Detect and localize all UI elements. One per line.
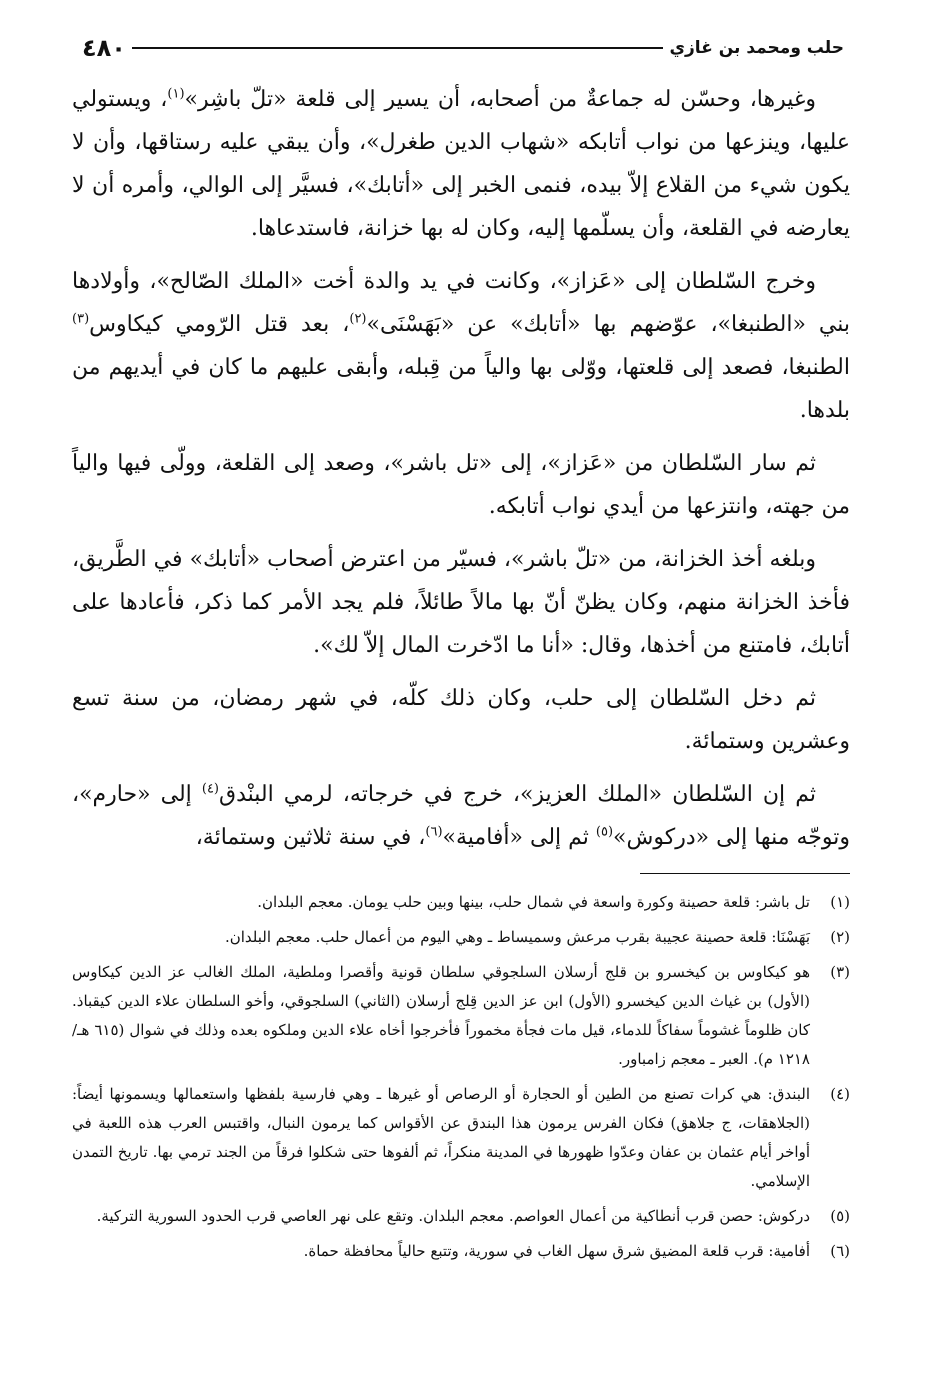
footnote-6 xyxy=(72,1237,850,1266)
footnote-number: (٢) xyxy=(830,928,850,946)
footnote-2 xyxy=(72,923,850,952)
footnote-number: (٥) xyxy=(830,1207,850,1225)
footnote-text: أفامية: قرب قلعة المضيق شرق سهل الغاب في سورية، وتتبع حالياً محافظة حماة. xyxy=(303,1242,810,1260)
footnote-number: (٦) xyxy=(830,1242,850,1260)
footnote-ref-1: (١) xyxy=(167,86,185,102)
paragraph-5 xyxy=(72,677,850,763)
paragraph-6 xyxy=(72,773,850,859)
footnote-5 xyxy=(72,1202,850,1231)
footnote-ref-5: (٥) xyxy=(595,824,614,840)
paragraph-text: ثم إلى «أفامية» xyxy=(442,825,596,850)
footnote-text: بَهَسْنَا: قلعة حصينة عجيبة بقرب مرعش وسميساط ـ وهي اليوم من أعمال حلب. معجم البلدان. xyxy=(224,928,810,946)
paragraph-text: ثم دخل السّلطان إلى حلب، وكان ذلك كلّه، في شهر رمضان، من سنة تسع وعشرين وستمائة. xyxy=(72,686,850,754)
paragraph-text: ، بعد قتل الرّومي كيكاوس xyxy=(89,312,350,337)
footnote-ref-4: (٤) xyxy=(201,781,219,797)
paragraph-text: ثم سار السّلطان من «عَزاز»، إلى «تل باشر»، وصعد إلى القلعة، وولّى فيها والياً من جهته، وانتزعها من أيدي نواب أتابكه. xyxy=(72,451,850,519)
footnote-3 xyxy=(72,958,850,1074)
footnote-text: البندق: هي كرات تصنع من الطين أو الحجارة أو الرصاص أو غيرها ـ وهي فارسية بلفظها واستعمالها ويسمونها أيضاً: (الجلاهقات، ج جلاهق) فكان الفرس يرمون هذا البندق عن الأقواس كما يرمون النبال، واقتبس العرب هذه اللعبة في أواخر أيام عثمان بن عفان وعدّوا ظهورها في المدينة منكراً، ثم ألفوها حتى شكلوا فرقاً من الجند ترمي بها. تاريخ التمدن الإسلامي. xyxy=(72,1085,810,1190)
footnote-text: دركوش: حصن قرب أنطاكية من أعمال العواصم. معجم البلدان. وتقع على نهر العاصي قرب الحدود السورية التركية. xyxy=(96,1207,810,1225)
paragraph-text: ، في سنة ثلاثين وستمائة، xyxy=(195,825,426,850)
footnote-ref-2: (٢) xyxy=(349,311,367,327)
paragraph-4 xyxy=(72,538,850,667)
book-page xyxy=(72,28,850,1272)
header-rule xyxy=(132,47,663,49)
page-header xyxy=(72,28,850,68)
footnote-text: تل باشر: قلعة حصينة وكورة واسعة في شمال حلب، بينها وبين حلب يومان. معجم البلدان. xyxy=(257,893,810,911)
footnote-separator xyxy=(640,873,850,874)
running-title: حلب ومحمد بن غازي xyxy=(669,38,844,58)
footnotes xyxy=(72,888,850,1266)
paragraph-text: الطنبغا، فصعد إلى قلعتها، ووّلى بها والياً من قِبله، وأبقى عليهم ما كان في أيديهم من بلدها. xyxy=(72,355,850,423)
footnote-ref-6: (٦) xyxy=(425,824,443,840)
footnote-number: (١) xyxy=(830,893,850,911)
footnote-1 xyxy=(72,888,850,917)
footnote-number: (٤) xyxy=(830,1085,850,1103)
page-number: ٤٨٠ xyxy=(82,34,126,62)
paragraph-text: وبلغه أخذ الخزانة، من «تلّ باشر»، فسيّر من اعترض أصحاب «أتابك» في الطَّريق، فأخذ الخزانة منهم، وكان يظنّ أنّ بها مالاً طائلاً، فلم يجد الأمر كما ذكر، فأعادها على أتابك، فامتنع من أخذها، وقال: «أنا ما ادّخرت المال إلاّ لك». xyxy=(72,547,850,658)
paragraph-2 xyxy=(72,260,850,432)
paragraph-text: ثم إن السّلطان «الملك العزيز»، خرج في خرجاته، لرمي البنْدق xyxy=(219,782,816,807)
footnote-number: (٣) xyxy=(830,963,850,981)
paragraph-1 xyxy=(72,78,850,250)
paragraph-text: إلى «حارم»، وتوجّه منها إلى «دركوش» xyxy=(72,782,850,850)
footnote-text: هو كيكاوس بن كيخسرو بن قلج أرسلان السلجوقي سلطان قونية وأقصرا وملطية، الملك الغالب عز الدين كيكاوس (الأول) بن غياث الدين كيخسرو (الأول) ابن عز الدين قِلج أرسلان (الثاني) السلجوقي، وأخو السلطان علاء الدين كيقباذ. كان ظلوماً غشوماً سفاكاً للدماء، قيل مات فجأة مخموراً فأخرجوا أخاه علاء الدين وملكوه بعده وذلك في شوال (٦١٥ هـ/ ١٢١٨ م). العبر ـ معجم زامباور. xyxy=(72,963,810,1068)
paragraph-3 xyxy=(72,442,850,528)
paragraph-text: وغيرها، وحسّن له جماعةٌ من أصحابه، أن يسير إلى قلعة «تلّ باشِر» xyxy=(184,87,817,112)
footnote-4 xyxy=(72,1080,850,1196)
paragraph-text: وخرج السّلطان إلى «عَزاز»، وكانت في يد والدة أخت «الملك الصّالح»، وأولادها بني «الطنبغا»، عوّضهم بها «أتابك» عن «بَهَسْنَى» xyxy=(72,269,850,337)
footnote-ref-3: (٣) xyxy=(72,311,90,327)
paragraph-text: ، ويستولي عليها، وينزعها من نواب أتابكه «شهاب الدين طغرل»، وأن يبقي عليه رستاقها، وأن لا يكون شيء من القلاع إلاّ بيده، فنمى الخبر إلى «أتابك»، فسيَّر إلى الوالي، وأمره أن لا يعارضه في القلعة، وأن يسلّمها إليه، وكان له بها خزانة، فاستدعاها. xyxy=(72,87,851,241)
body-text xyxy=(72,78,850,859)
